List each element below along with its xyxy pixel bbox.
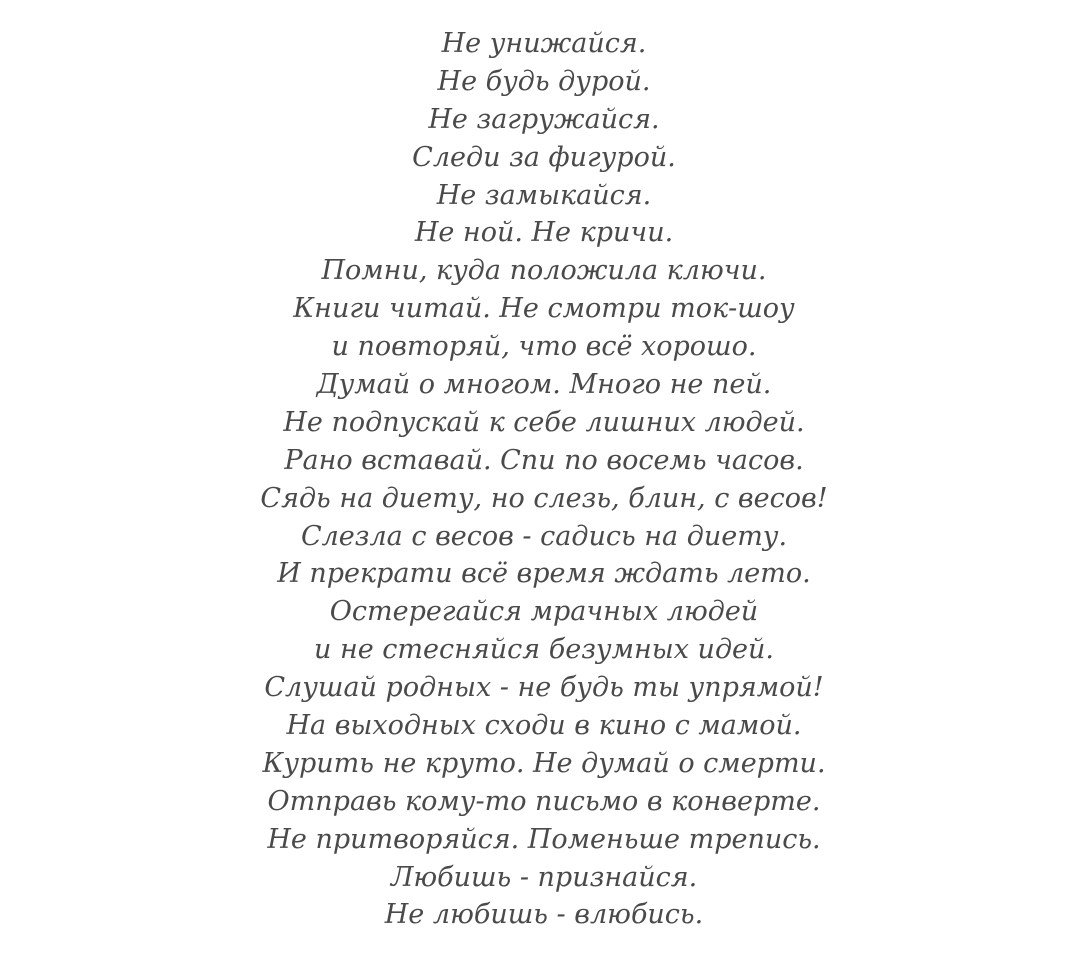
poem-line-6: Не ной. Не кричи. <box>414 217 674 249</box>
poem-line-18: Слушай родных - не будь ты упрямой! <box>264 672 824 704</box>
poem-line-1: Не унижайся. <box>441 28 647 59</box>
poem-line-23: Любишь - признайся. <box>390 861 698 893</box>
poem-line-24: Не любишь - влюбись. <box>384 899 704 931</box>
poem-line-2: Не будь дурой. <box>437 65 651 97</box>
poem-line-12: Рано вставай. Спи по восемь часов. <box>284 444 804 476</box>
poem-line-11: Не подпускай к себе лишних людей. <box>283 406 805 438</box>
poem-line-17: и не стесняйся безумных идей. <box>313 634 775 666</box>
poem-line-22: Не притворяйся. Поменьше трепись. <box>267 823 821 855</box>
poem-line-21: Отправь кому-то письмо в конверте. <box>267 785 821 817</box>
poem-line-7: Помни, куда положила ключи. <box>321 255 767 287</box>
poem-line-16: Остерегайся мрачных людей <box>329 596 759 628</box>
poem-line-20: Курить не круто. Не думай о смерти. <box>262 747 826 779</box>
poem-line-8: Книги читай. Не смотри ток-шоу <box>293 293 795 325</box>
poem-line-10: Думай о многом. Много не пей. <box>316 369 772 401</box>
poem-line-14: Слезла с весов - садись на диету. <box>300 520 788 552</box>
poem-line-19: На выходных сходи в кино с мамой. <box>286 710 802 742</box>
poem <box>0 25 1088 934</box>
poem-line-9: и повторяй, что всё хорошо. <box>331 331 757 363</box>
poem-line-3: Не загружайся. <box>428 103 660 135</box>
poem-line-5: Не замыкайся. <box>436 179 652 211</box>
poem-line-4: Следи за фигурой. <box>412 141 676 173</box>
poem-line-15: И прекрати всё время ждать лето. <box>277 558 811 590</box>
poem-line-13: Сядь на диету, но слезь, блин, с весов! <box>260 482 828 514</box>
